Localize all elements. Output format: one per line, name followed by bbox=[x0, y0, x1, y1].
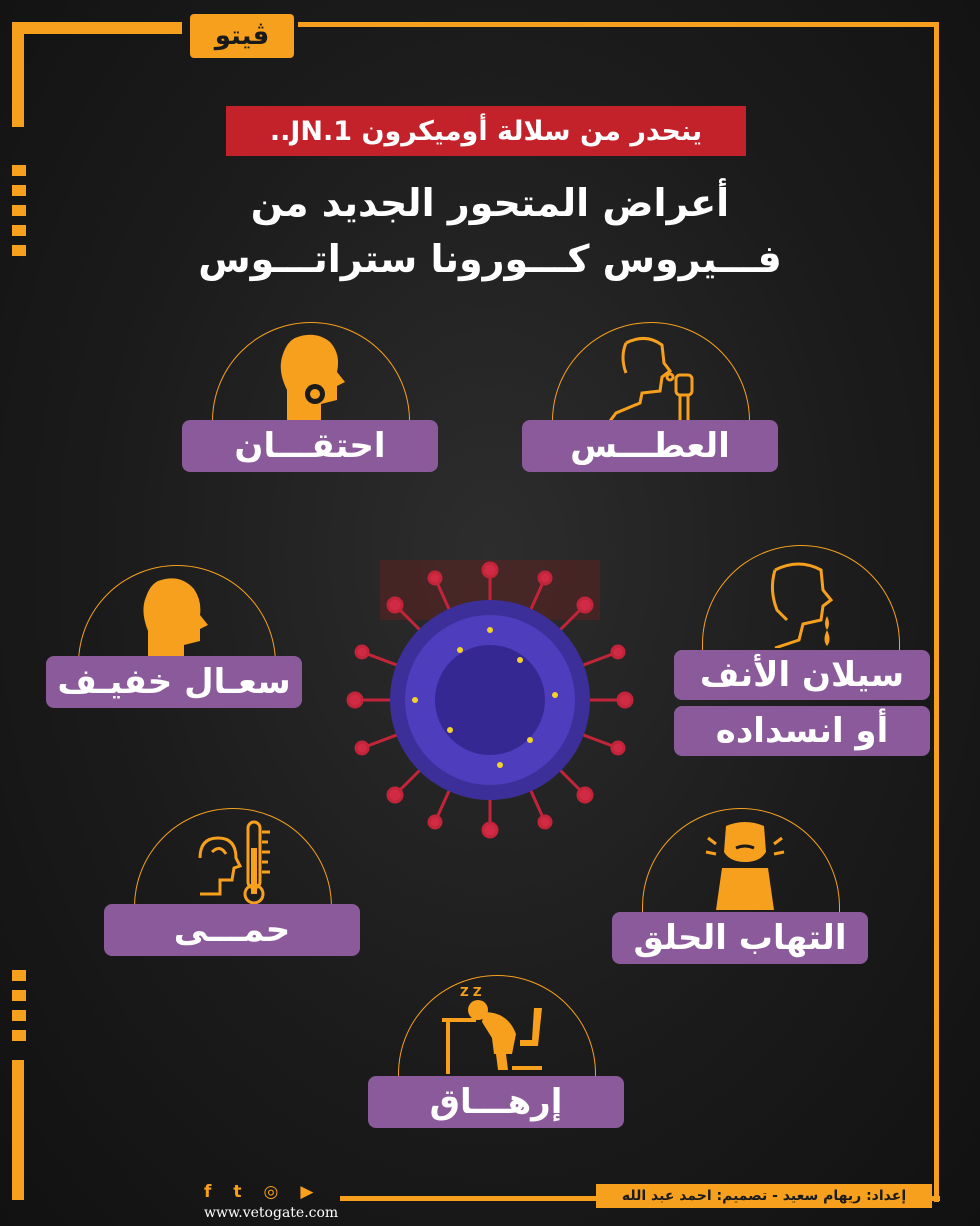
frame-dash bbox=[12, 1010, 26, 1021]
twitter-icon[interactable]: t bbox=[233, 1182, 242, 1202]
cough-head-icon bbox=[140, 575, 210, 660]
frame-dash bbox=[12, 245, 26, 256]
symptom-runny-nose-line1: سيلان الأنف bbox=[674, 650, 930, 700]
social-links bbox=[204, 1182, 313, 1202]
symptom-fever: حمـــى bbox=[104, 904, 360, 956]
symptom-sneezing: العطـــس bbox=[522, 420, 778, 472]
symptom-mild-cough: سعـال خفيـف bbox=[46, 656, 302, 708]
congestion-head-icon bbox=[275, 330, 349, 420]
brand-logo[interactable]: ڤيتو bbox=[190, 14, 294, 58]
frame-dash bbox=[12, 225, 26, 236]
frame-dash bbox=[12, 165, 26, 176]
frame-left-bottom bbox=[12, 1060, 24, 1200]
sneezing-person-icon bbox=[606, 333, 698, 421]
frame-dash bbox=[12, 970, 26, 981]
frame-top-right bbox=[298, 22, 938, 27]
credits-bar: إعداد: ريهام سعيد - تصميم: احمد عبد الله bbox=[596, 1184, 932, 1208]
frame-dash bbox=[12, 205, 26, 216]
facebook-icon[interactable]: f bbox=[204, 1182, 212, 1202]
sore-throat-icon bbox=[702, 818, 788, 910]
svg-text:Z Z: Z Z bbox=[460, 985, 482, 999]
frame-dash bbox=[12, 1030, 26, 1041]
symptom-runny-nose-line2: أو انسداده bbox=[674, 706, 930, 756]
title-line-2: فـــيروس كـــورونا ستراتـــوس bbox=[198, 237, 782, 281]
frame-dash bbox=[12, 990, 26, 1001]
runny-nose-icon bbox=[765, 560, 845, 648]
symptom-congestion: احتقـــان bbox=[182, 420, 438, 472]
coronavirus-icon bbox=[340, 560, 640, 840]
page-title bbox=[140, 175, 840, 287]
symptom-sore-throat: التهاب الحلق bbox=[612, 912, 868, 964]
frame-left bbox=[12, 22, 24, 127]
frame-top bbox=[12, 22, 182, 34]
title-line-1: أعراض المتحور الجديد من bbox=[250, 181, 730, 225]
fatigue-desk-icon bbox=[438, 982, 554, 1074]
frame-dash bbox=[12, 185, 26, 196]
youtube-icon[interactable]: ▶ bbox=[300, 1182, 314, 1202]
kicker-banner: ينحدر من سلالة أوميكرون JN.1.. bbox=[226, 106, 746, 156]
frame-right bbox=[934, 22, 939, 1202]
fever-thermometer-icon bbox=[190, 818, 276, 906]
website-url[interactable]: www.vetogate.com bbox=[204, 1205, 339, 1221]
instagram-icon[interactable]: ◎ bbox=[263, 1182, 279, 1202]
symptom-fatigue: إرهـــاق bbox=[368, 1076, 624, 1128]
